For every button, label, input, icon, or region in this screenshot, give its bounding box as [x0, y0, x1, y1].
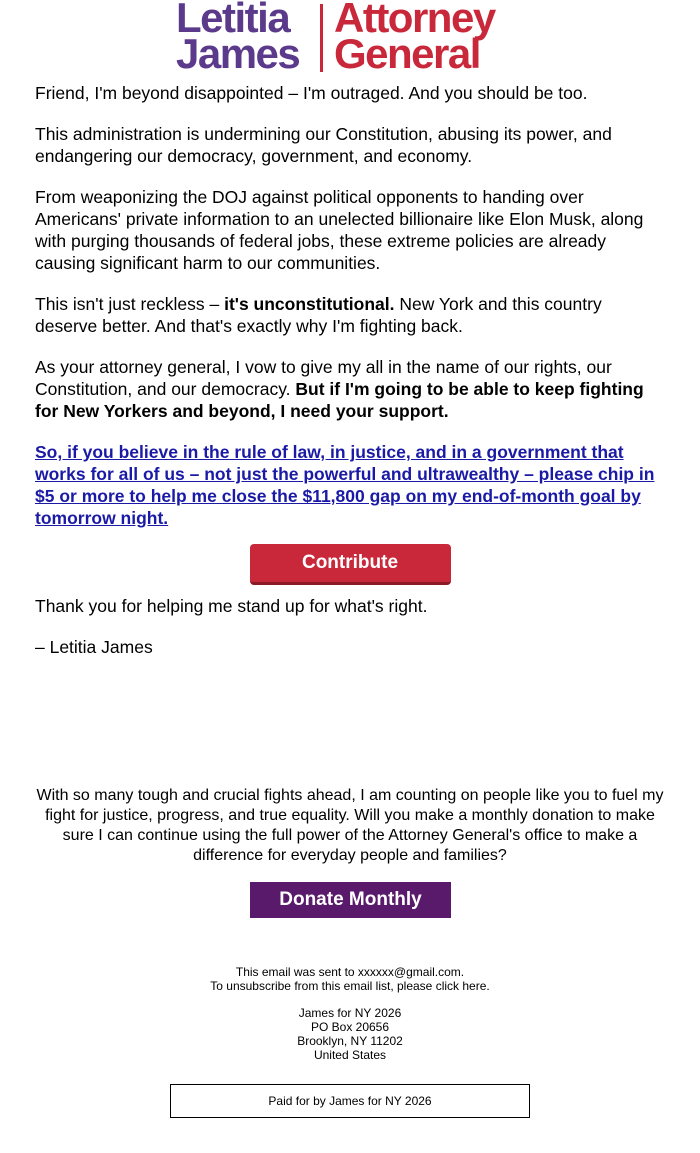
contribute-button[interactable]: Contribute [250, 544, 451, 585]
paragraph-thanks: Thank you for helping me stand up for what's right. [35, 596, 428, 616]
p4-text-a: This isn't just reckless – [35, 294, 225, 314]
logo-title [334, 0, 495, 77]
monthly-appeal-text: With so many tough and crucial fights ahead, I am counting on people like you to fuel my fight for justice, progress, and true equality. Will you make a monthly donation to make sure I can continue using the full power of the Attorney General's office to make a difference for everyday people and families? [36, 787, 664, 864]
paragraph-support [35, 356, 665, 422]
donate-monthly-button[interactable]: Donate Monthly [250, 882, 451, 918]
logo-name-line1: Letitia [176, 0, 290, 41]
donate-cta-link[interactable]: So, if you believe in the rule of law, in justice, and in a government that works for all of us – not just the powerful and ultrawealthy – please chip in $5 or more to help me close the $11,800 gap on my end-of-month goal by tomorrow night. [35, 442, 655, 528]
paragraph-unconstitutional [35, 293, 665, 337]
p4-bold: it's unconstitutional. [224, 294, 395, 314]
email-body [35, 82, 665, 677]
address-city: Brooklyn, NY 11202 [297, 1034, 403, 1048]
address-country: United States [313, 1048, 387, 1062]
email-sent-info [0, 965, 700, 993]
contribute-button-wrap [35, 544, 665, 585]
address-org: James for NY 2026 [298, 1006, 402, 1020]
paid-for-disclaimer: Paid for by James for NY 2026 [170, 1084, 530, 1118]
p5-bold: But if I'm going to be able to keep fighting for New Yorkers and beyond, I need your support. [35, 379, 644, 421]
logo-name [176, 0, 300, 77]
p4-text-c: New York and this country deserve better. And that's exactly why I'm fighting back. [35, 294, 602, 336]
signature: – Letitia James [35, 637, 153, 657]
logo-title-line1: Attorney [334, 0, 495, 41]
paragraph-cta [35, 441, 665, 529]
unsubscribe-link[interactable]: To unsubscribe from this email list, please click here. [210, 979, 490, 993]
logo-divider [320, 4, 323, 72]
logo-title-line2: General [334, 30, 480, 77]
paragraph-administration: This administration is undermining our Constitution, abusing its power, and endangering our democracy, government, and economy. [35, 124, 612, 166]
address-po-box: PO Box 20656 [310, 1020, 390, 1034]
mailing-address [0, 1006, 700, 1062]
sent-to-text: This email was sent to xxxxxx@gmail.com. [235, 965, 465, 979]
letitia-james-logo [170, 0, 530, 80]
p5-text-a: As your attorney general, I vow to give my all in the name of our rights, our Constitution, and our democracy. [35, 357, 612, 399]
logo-name-line2: James [176, 30, 300, 77]
paragraph-policies: From weaponizing the DOJ against political opponents to handing over Americans' private information to an unelected billionaire like Elon Musk, along with purging thousands of federal jobs, these extreme policies are already causing significant harm to our communities. [35, 187, 644, 273]
paragraph-greeting: Friend, I'm beyond disappointed – I'm outraged. And you should be too. [35, 83, 588, 103]
